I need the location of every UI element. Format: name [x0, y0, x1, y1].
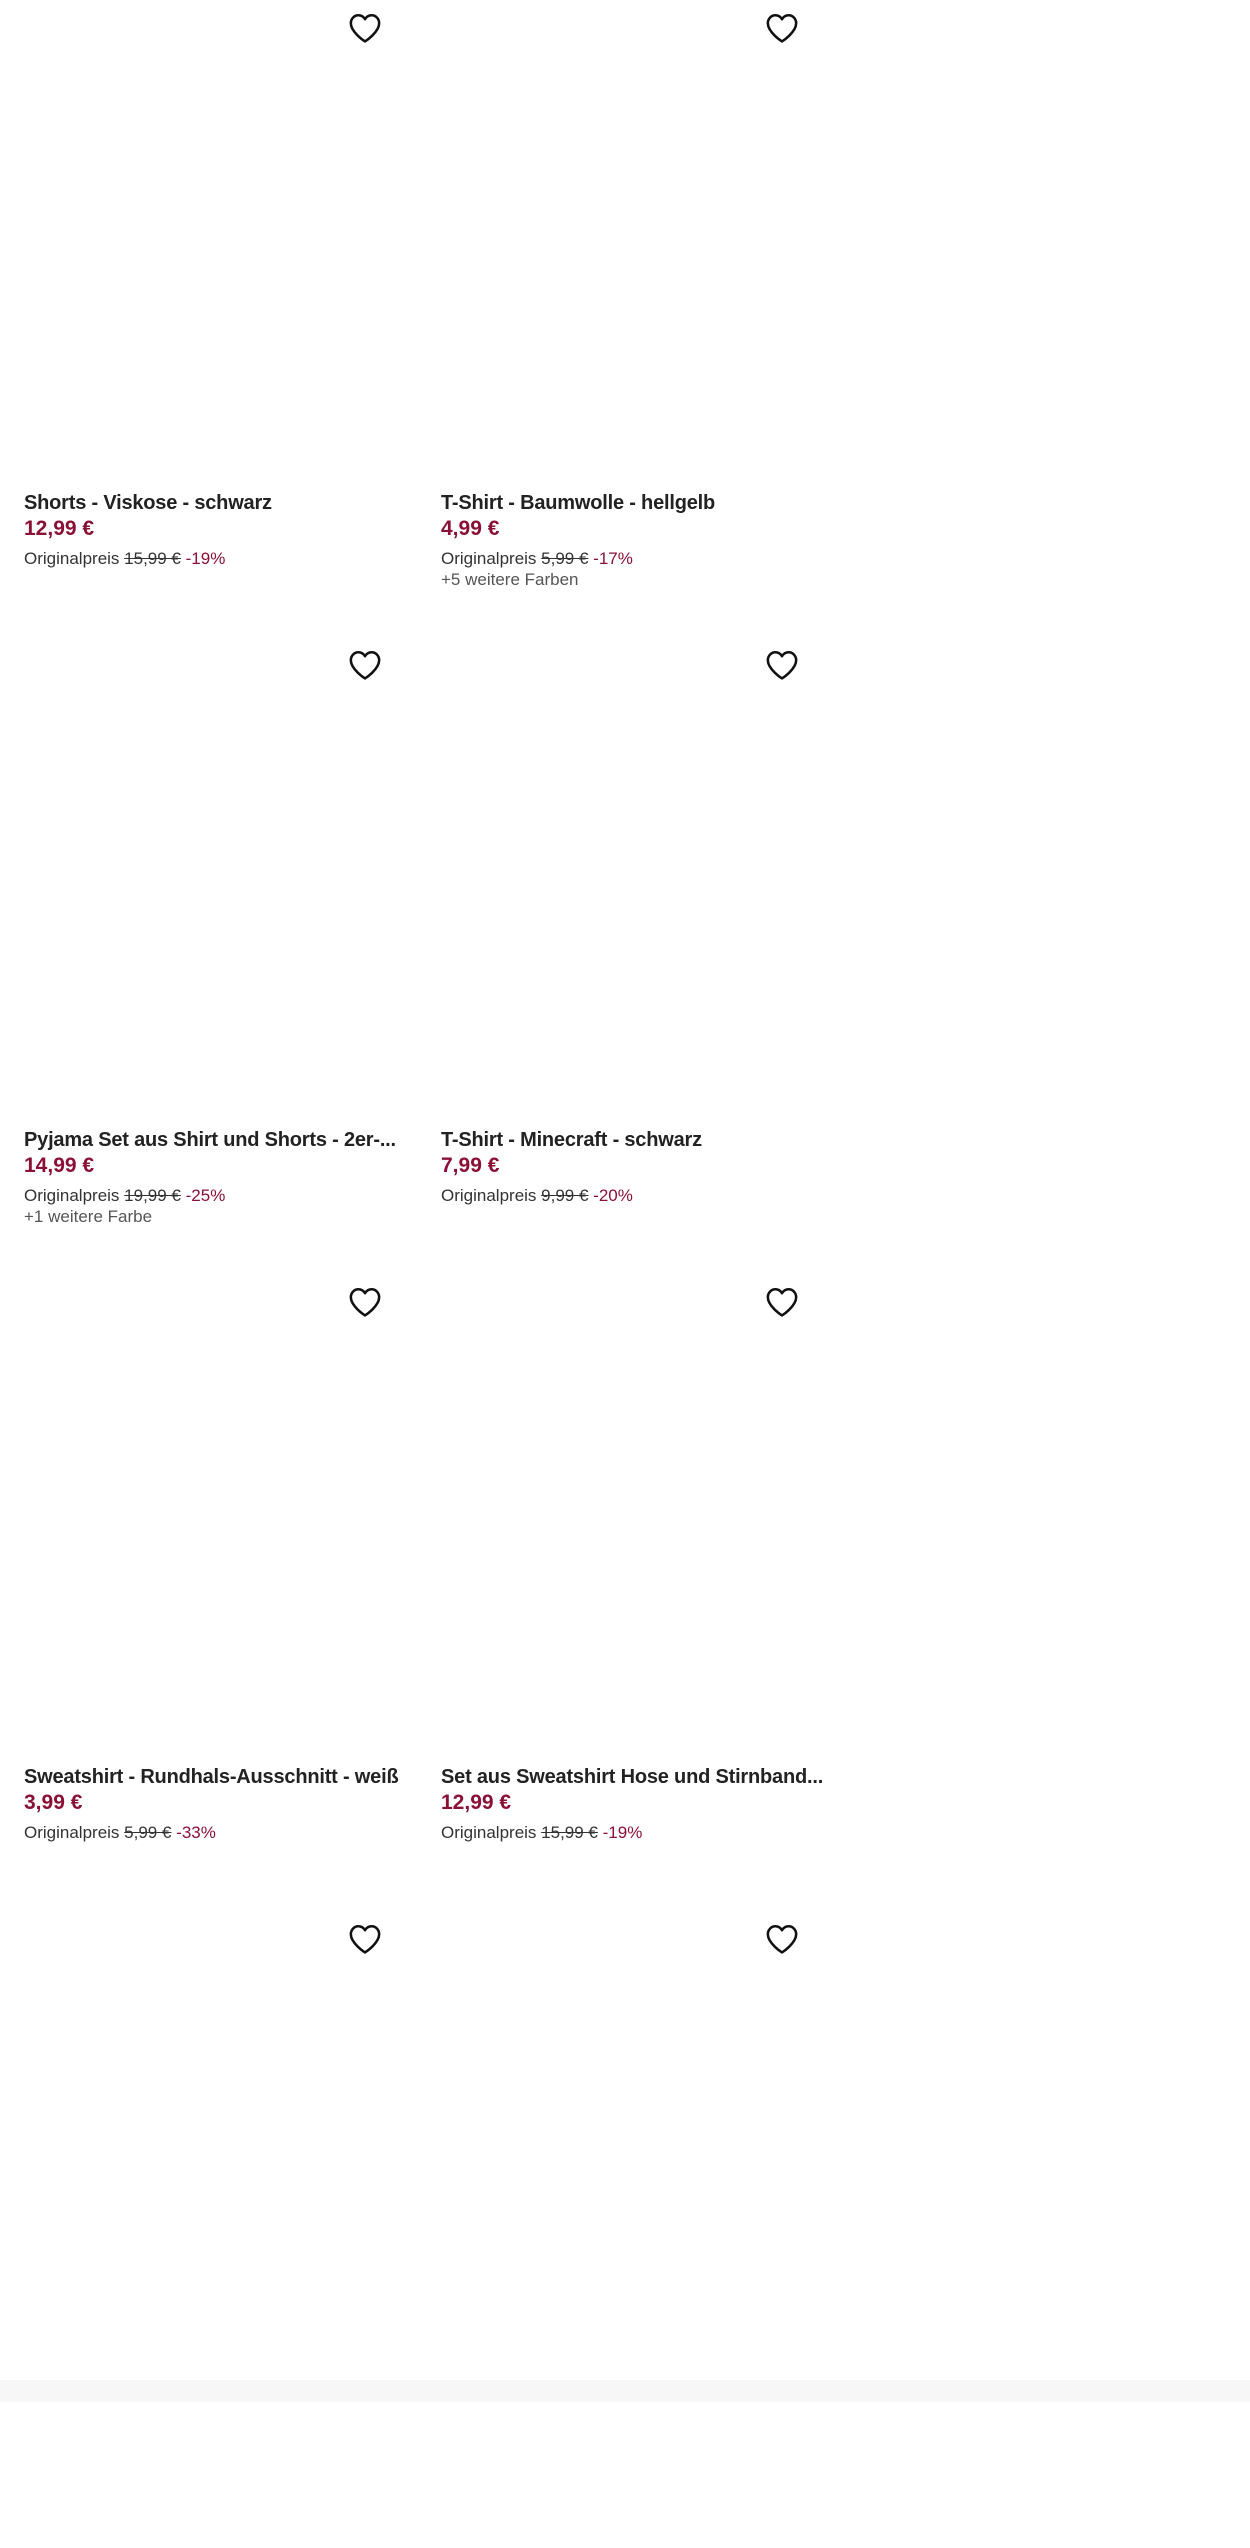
wishlist-button[interactable] — [765, 10, 803, 46]
original-price: 15,99 € — [541, 1823, 598, 1842]
discount-badge: -19% — [185, 549, 226, 568]
product-info — [24, 490, 414, 569]
wishlist-button[interactable] — [765, 1284, 803, 1320]
original-price: 5,99 € — [541, 549, 589, 568]
product-image[interactable] — [441, 1911, 831, 2391]
discount-badge: -17% — [593, 549, 633, 568]
heart-outline-icon — [348, 1923, 382, 1955]
product-image[interactable] — [24, 0, 414, 480]
discount-badge: -33% — [176, 1823, 216, 1842]
product-info — [441, 1764, 831, 1843]
product-price: 7,99 € — [441, 1154, 500, 1177]
original-price: 15,99 € — [124, 549, 181, 568]
product-image[interactable] — [24, 1911, 414, 2391]
heart-outline-icon — [765, 1286, 799, 1318]
product-title[interactable]: Sweatshirt - Rundhals-Ausschnitt - weiß — [24, 1766, 399, 1788]
heart-outline-icon — [348, 649, 382, 681]
product-info — [441, 490, 831, 590]
product-price: 14,99 € — [24, 1154, 95, 1177]
product-title[interactable]: Set aus Sweatshirt Hose und Stirnband... — [441, 1766, 824, 1788]
product-grid — [24, 0, 834, 2548]
product-price: 12,99 € — [441, 1791, 512, 1814]
product-image[interactable] — [441, 1274, 831, 1754]
page-bottom-edge — [0, 2380, 1250, 2402]
more-colors-link[interactable]: +5 weitere Farben — [441, 570, 579, 589]
product-info — [24, 1127, 414, 1227]
original-price-label: Originalpreis — [24, 1186, 120, 1205]
product-title[interactable]: Pyjama Set aus Shirt und Shorts - 2er-... — [24, 1129, 396, 1151]
product-card[interactable] — [441, 637, 831, 1274]
original-price-label: Originalpreis — [441, 549, 537, 568]
product-title[interactable]: T-Shirt - Minecraft - schwarz — [441, 1129, 702, 1151]
heart-outline-icon — [765, 12, 799, 44]
wishlist-button[interactable] — [765, 1921, 803, 1957]
heart-outline-icon — [348, 12, 382, 44]
original-price-row — [441, 1822, 831, 1843]
product-image[interactable] — [441, 0, 831, 480]
product-title[interactable]: T-Shirt - Baumwolle - hellgelb — [441, 492, 716, 514]
original-price: 19,99 € — [124, 1186, 181, 1205]
heart-outline-icon — [348, 1286, 382, 1318]
original-price-row — [24, 1185, 414, 1206]
more-colors-link[interactable]: +1 weitere Farbe — [24, 1207, 153, 1226]
heart-outline-icon — [765, 649, 799, 681]
wishlist-button[interactable] — [348, 1921, 386, 1957]
product-price: 4,99 € — [441, 517, 500, 540]
original-price-label: Originalpreis — [24, 1823, 120, 1842]
product-image[interactable] — [24, 1274, 414, 1754]
product-card[interactable] — [24, 1274, 414, 1911]
original-price-row — [441, 1185, 831, 1206]
product-card[interactable] — [441, 1911, 831, 2548]
discount-badge: -25% — [185, 1186, 226, 1205]
original-price-label: Originalpreis — [441, 1186, 537, 1205]
product-card[interactable] — [441, 0, 831, 637]
wishlist-button[interactable] — [348, 10, 386, 46]
wishlist-button[interactable] — [348, 1284, 386, 1320]
discount-badge: -20% — [593, 1186, 633, 1205]
product-price: 3,99 € — [24, 1791, 83, 1814]
product-info — [441, 1127, 831, 1206]
product-image[interactable] — [24, 637, 414, 1117]
product-card[interactable] — [24, 0, 414, 637]
wishlist-button[interactable] — [348, 647, 386, 683]
product-image[interactable] — [441, 637, 831, 1117]
wishlist-button[interactable] — [765, 647, 803, 683]
heart-outline-icon — [765, 1923, 799, 1955]
original-price-row — [24, 548, 414, 569]
original-price-row — [441, 548, 831, 569]
original-price: 9,99 € — [541, 1186, 589, 1205]
discount-badge: -19% — [602, 1823, 643, 1842]
product-card[interactable] — [24, 637, 414, 1274]
product-price: 12,99 € — [24, 517, 95, 540]
original-price-label: Originalpreis — [441, 1823, 537, 1842]
original-price-label: Originalpreis — [24, 549, 120, 568]
product-title[interactable]: Shorts - Viskose - schwarz — [24, 492, 272, 514]
original-price: 5,99 € — [124, 1823, 172, 1842]
original-price-row — [24, 1822, 414, 1843]
product-card[interactable] — [24, 1911, 414, 2548]
product-info — [24, 1764, 414, 1843]
product-card[interactable] — [441, 1274, 831, 1911]
